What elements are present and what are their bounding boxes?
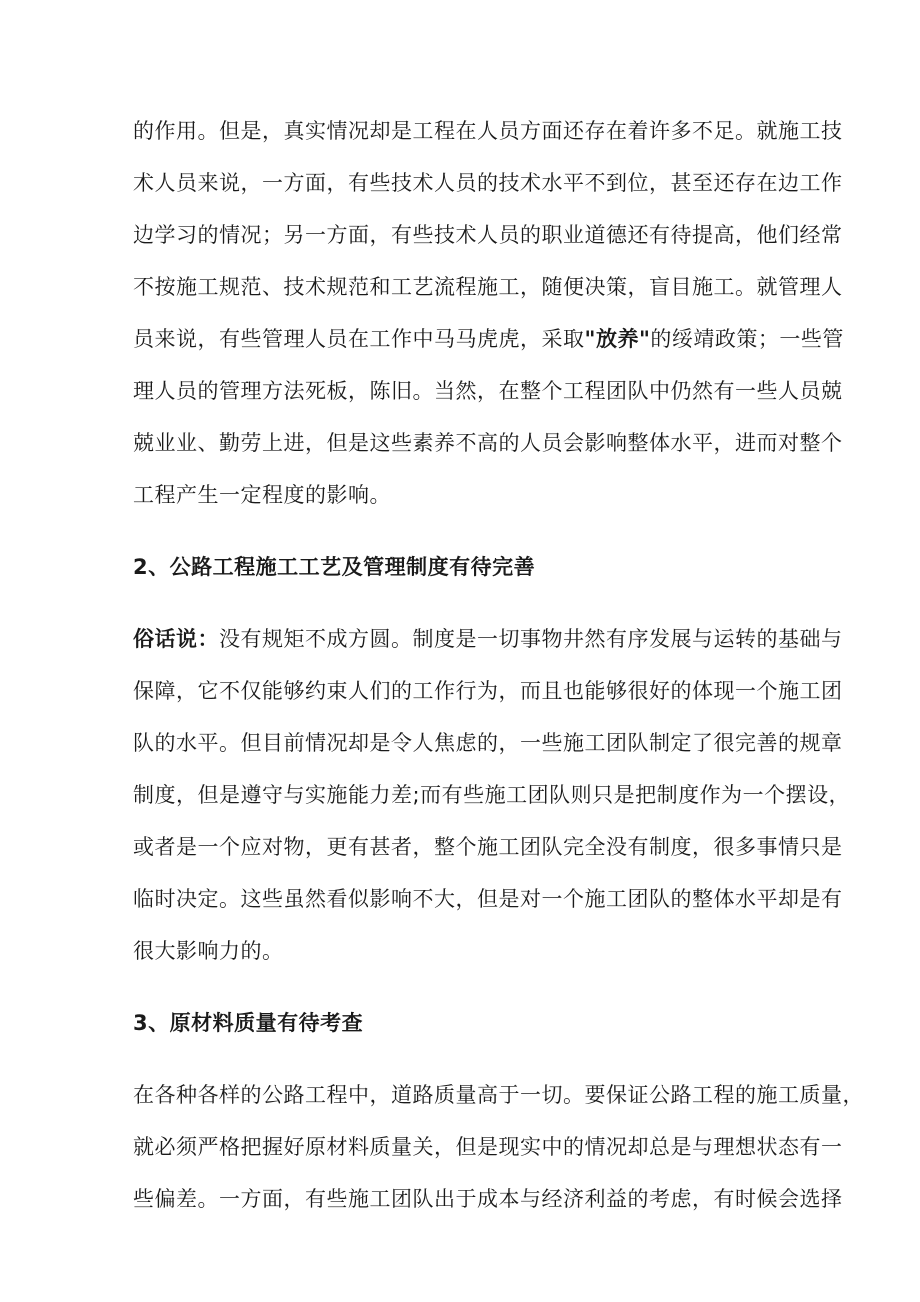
paragraph-line: 的作用。但是，真实情况却是工程在人员方面还存在着许多不足。就施工技 <box>133 119 843 143</box>
paragraph-line: 边学习的情况；另一方面，有些技术人员的职业道德还有待提高，他们经常 <box>133 223 843 247</box>
paragraph-line: 临时决定。这些虽然看似影响不大，但是对一个施工团队的整体水平却是有 <box>133 887 843 911</box>
paragraph-line: 些偏差。一方面，有些施工团队出于成本与经济利益的考虑，有时候会选择 <box>133 1187 843 1211</box>
paragraph-line: 很大影响力的。 <box>133 939 284 963</box>
paragraph-line: 在各种各样的公路工程中，道路质量高于一切。要保证公路工程的施工质量， <box>133 1083 864 1107</box>
emphasis-text: "放养" <box>584 327 651 351</box>
paragraph-text: 员来说，有些管理人员在工作中马马虎虎，采取 <box>133 327 585 351</box>
paragraph-line: 制度，但是遵守与实施能力差;而有些施工团队则只是把制度作为一个摆设， <box>133 783 851 807</box>
paragraph-line: 或者是一个应对物，更有甚者，整个施工团队完全没有制度，很多事情只是 <box>133 835 843 859</box>
paragraph-line-mixed <box>133 625 843 653</box>
paragraph-line-mixed <box>133 325 844 353</box>
paragraph-line: 兢业业、勤劳上进，但是这些素养不高的人员会影响整体水平，进而对整个 <box>133 431 843 455</box>
lead-bold-text: 俗话说： <box>133 627 219 651</box>
section-heading: 3、原材料质量有待考查 <box>133 1011 364 1035</box>
section-heading: 2、公路工程施工工艺及管理制度有待完善 <box>133 555 536 579</box>
paragraph-text: 的绥靖政策；一些管 <box>650 327 844 351</box>
paragraph-line: 不按施工规范、技术规范和工艺流程施工，随便决策，盲目施工。就管理人 <box>133 275 843 299</box>
paragraph-line: 术人员来说，一方面，有些技术人员的技术水平不到位，甚至还存在边工作 <box>133 171 843 195</box>
paragraph-line: 就必须严格把握好原材料质量关，但是现实中的情况却总是与理想状态有一 <box>133 1135 843 1159</box>
paragraph-text: 没有规矩不成方圆。制度是一切事物井然有序发展与运转的基础与 <box>219 627 843 651</box>
paragraph-line: 理人员的管理方法死板，陈旧。当然，在整个工程团队中仍然有一些人员兢 <box>133 379 843 403</box>
paragraph-line: 队的水平。但目前情况却是令人焦虑的，一些施工团队制定了很完善的规章 <box>133 731 843 755</box>
paragraph-line: 工程产生一定程度的影响。 <box>133 483 391 507</box>
paragraph-line: 保障，它不仅能够约束人们的工作行为，而且也能够很好的体现一个施工团 <box>133 679 843 703</box>
